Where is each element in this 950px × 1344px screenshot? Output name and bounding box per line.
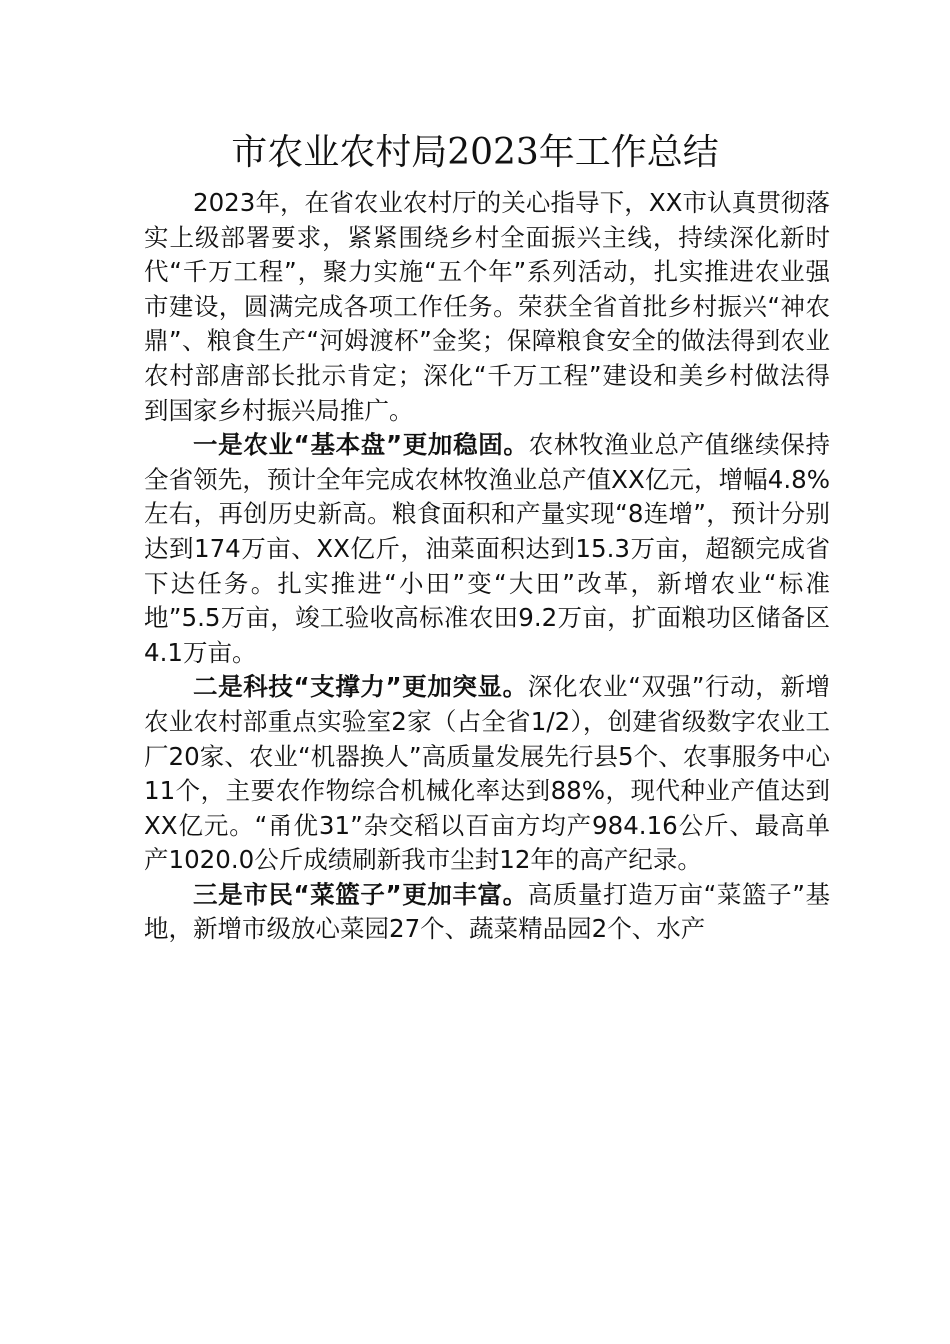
section-heading-food-basket: 三是市民“菜篮子”更加丰富。 <box>193 879 528 909</box>
section-text-food-basket: 高质量打造万亩“菜篮子”基地，新增市级放心菜园27个、蔬菜精品园2个、水产 <box>144 879 831 944</box>
section-heading-agriculture: 一是农业“基本盘”更加稳固。 <box>193 430 529 460</box>
section-paragraph-food-basket <box>144 878 830 947</box>
intro-paragraph: 2023年，在省农业农村厅的关心指导下，XX市认真贯彻落实上级部署要求，紧紧围绕乡村全面振兴主线，持续深化新时代“千万工程”，聚力实施“五个年”系列活动，扎实推进农业强市建设，圆满完成各项工作任务。荣获全省首批乡村振兴“神农鼎”、粮食生产“河姆渡杯”金奖；保障粮食安全的做法得到农业农村部唐部长批示肯定；深化“千万工程”建设和美乡村做法得到国家乡村振兴局推广。 <box>144 188 830 425</box>
section-text-technology: 深化农业“双强”行动，新增农业农村部重点实验室2家（占全省1/2），创建省级数字农业工厂20家、农业“机器换人”高质量发展先行县5个、农事服务中心11个，主要农作物综合机械化率达到88%，现代种业产值达到XX亿元。“甬优31”杂交稻以百亩方均产984.16公斤、最高单产1020.0公斤成绩刷新我市尘封12年的高产纪录。 <box>144 672 831 875</box>
section-paragraph-technology <box>144 670 830 878</box>
section-heading-technology: 二是科技“支撑力”更加突显。 <box>193 672 528 702</box>
section-paragraph-agriculture <box>144 428 830 670</box>
section-text-agriculture: 农林牧渔业总产值继续保持全省领先，预计全年完成农林牧渔业总产值XX亿元，增幅4.8%左右，再创历史新高。粮食面积和产量实现“8连增”，预计分别达到174万亩、XX亿斤，油菜面积达到15.3万亩，超额完成省下达任务。扎实推进“小田”变“大田”改革，新增农业“标准地”5.5万亩，竣工验收高标准农田9.2万亩，扩面粮功区储备区4.1万亩。 <box>144 430 830 667</box>
document-title: 市农业农村局2023年工作总结 <box>231 132 719 173</box>
document-body <box>144 186 830 947</box>
